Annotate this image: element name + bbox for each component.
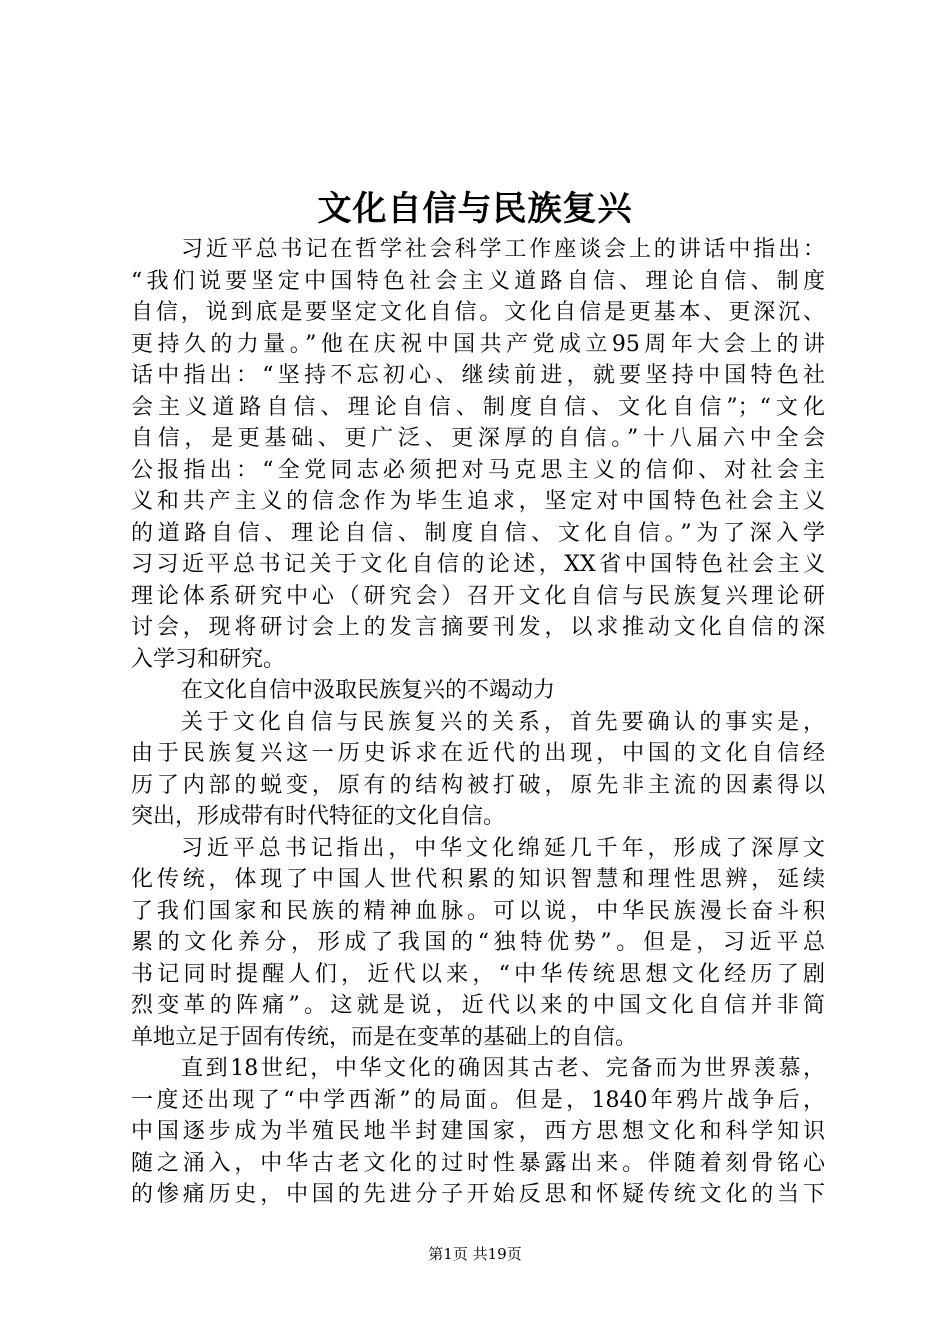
text-line: 随之涌入，中华古老文化的过时性暴露出来。伴随着刻骨铭心 bbox=[131, 1150, 825, 1176]
text-line: 在文化自信中汲取民族复兴的不竭动力 bbox=[181, 678, 556, 703]
text-line: 了我们国家和民族的精神血脉。可以说，中华民族漫长奋斗积 bbox=[131, 898, 825, 924]
text-line: 累的文化养分，形成了我国的“独特优势”。但是，习近平总 bbox=[131, 930, 825, 955]
text-line: 的道路自信、理论自信、制度自信、文化自信。”为了深入学 bbox=[131, 520, 825, 546]
text-line: “我们说要坚定中国特色社会主义道路自信、理论自信、制度 bbox=[131, 268, 825, 294]
text-line: 会主义道路自信、理论自信、制度自信、文化自信”；“文化 bbox=[131, 394, 825, 420]
text-line: 由于民族复兴这一历史诉求在近代的出现，中国的文化自信经 bbox=[131, 741, 825, 766]
text-line: 公报指出：“全党同志必须把对马克思主义的信仰、对社会主 bbox=[131, 457, 825, 483]
text-line: 理论体系研究中心（研究会）召开文化自信与民族复兴理论研 bbox=[131, 583, 825, 609]
text-line: 书记同时提醒人们，近代以来，“中华传统思想文化经历了剧 bbox=[131, 961, 825, 987]
text-line: 习近平总书记指出，中华文化绵延几千年，形成了深厚文 bbox=[181, 835, 825, 861]
page-footer: 第1页 共19页 bbox=[428, 1245, 522, 1263]
text-line: 历了内部的蜕变，原有的结构被打破，原先非主流的因素得以 bbox=[131, 772, 825, 798]
text-line: 烈变革的阵痛”。这就是说，近代以来的中国文化自信并非简 bbox=[131, 993, 825, 1018]
text-line: 中国逐步成为半殖民地半封建国家，西方思想文化和科学知识 bbox=[131, 1119, 825, 1144]
text-line: 的惨痛历史，中国的先进分子开始反思和怀疑传统文化的当下 bbox=[131, 1182, 825, 1207]
text-line: 入学习和研究。 bbox=[131, 646, 286, 672]
text-line: 义和共产主义的信念作为毕生追求，坚定对中国特色社会主义 bbox=[131, 489, 825, 514]
document-title: 文化自信与民族复兴 bbox=[317, 189, 633, 229]
text-line: 一度还出现了“中学西渐”的局面。但是，1840年鸦片战争后， bbox=[131, 1087, 825, 1113]
text-line: 话中指出：“坚持不忘初心、继续前进，就要坚持中国特色社 bbox=[131, 363, 825, 388]
document-body bbox=[131, 234, 825, 1211]
text-line: 自信，说到底是要坚定文化自信。文化自信是更基本、更深沉、 bbox=[131, 300, 825, 325]
text-line: 更持久的力量。”他在庆祝中国共产党成立95周年大会上的讲 bbox=[131, 331, 825, 357]
text-line: 关于文化自信与民族复兴的关系，首先要确认的事实是， bbox=[181, 709, 825, 735]
text-line: 化传统，体现了中国人世代积累的知识智慧和理性思辨，延续 bbox=[131, 867, 825, 892]
text-line: 习习近平总书记关于文化自信的论述，XX省中国特色社会主义 bbox=[131, 552, 825, 577]
text-line: 直到18世纪，中华文化的确因其古老、完备而为世界羡慕， bbox=[181, 1056, 825, 1081]
text-line: 习近平总书记在哲学社会科学工作座谈会上的讲话中指出： bbox=[181, 237, 825, 262]
text-line: 突出，形成带有时代特征的文化自信。 bbox=[131, 804, 506, 829]
text-line: 单地立足于固有传统，而是在变革的基础上的自信。 bbox=[131, 1024, 638, 1050]
text-line: 自信，是更基础、更广泛、更深厚的自信。”十八届六中全会 bbox=[131, 426, 825, 451]
text-line: 讨会，现将研讨会上的发言摘要刊发，以求推动文化自信的深 bbox=[131, 615, 825, 640]
